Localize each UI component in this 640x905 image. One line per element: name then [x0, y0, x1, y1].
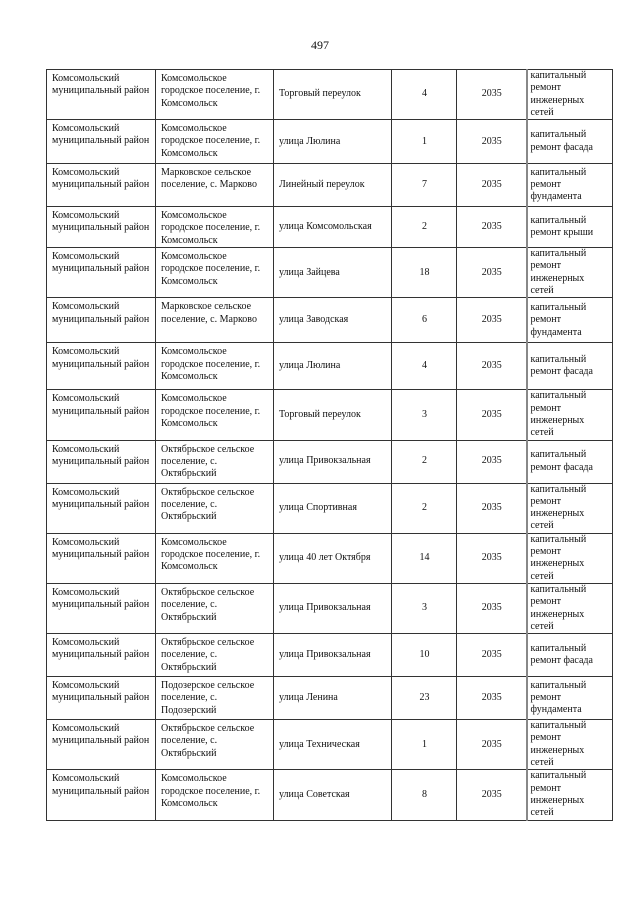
street-cell: Торговый переулок: [274, 390, 392, 440]
work-type-cell: капитальный ремонт инженерных сетей: [527, 583, 613, 633]
settlement-cell: Подозерское сельское поселение, с. Подозерский: [156, 677, 274, 720]
settlement-cell: Октябрьское сельское поселение, с. Октябрьский: [156, 583, 274, 633]
table-row: [47, 440, 613, 483]
district-cell: Комсомольский муниципальный район: [47, 390, 156, 440]
district-cell: Комсомольский муниципальный район: [47, 248, 156, 298]
work-type-cell: капитальный ремонт фасада: [527, 343, 613, 390]
year-cell: 2035: [457, 390, 527, 440]
house-number-cell: 2: [392, 483, 457, 533]
table-row: [47, 634, 613, 677]
street-cell: улица Привокзальная: [274, 440, 392, 483]
settlement-cell: Марковское сельское поселение, с. Марково: [156, 164, 274, 207]
table-row: [47, 70, 613, 120]
settlement-cell: Октябрьское сельское поселение, с. Октябрьский: [156, 634, 274, 677]
street-cell: улица Комсомольская: [274, 207, 392, 248]
street-cell: улица Спортивная: [274, 483, 392, 533]
district-cell: Комсомольский муниципальный район: [47, 634, 156, 677]
house-number-cell: 2: [392, 440, 457, 483]
settlement-cell: Комсомольское городское поселение, г. Комсомольск: [156, 533, 274, 583]
year-cell: 2035: [457, 70, 527, 120]
work-type-cell: капитальный ремонт инженерных сетей: [527, 248, 613, 298]
house-number-cell: 4: [392, 343, 457, 390]
table-row: [47, 248, 613, 298]
settlement-cell: Октябрьское сельское поселение, с. Октябрьский: [156, 440, 274, 483]
table-row: [47, 390, 613, 440]
year-cell: 2035: [457, 120, 527, 164]
work-type-cell: капитальный ремонт фасада: [527, 120, 613, 164]
settlement-cell: Комсомольское городское поселение, г. Комсомольск: [156, 70, 274, 120]
house-number-cell: 1: [392, 720, 457, 770]
settlement-cell: Октябрьское сельское поселение, с. Октябрьский: [156, 483, 274, 533]
year-cell: 2035: [457, 164, 527, 207]
house-number-cell: 6: [392, 298, 457, 343]
year-cell: 2035: [457, 440, 527, 483]
table-row: [47, 120, 613, 164]
district-cell: Комсомольский муниципальный район: [47, 298, 156, 343]
work-type-cell: капитальный ремонт инженерных сетей: [527, 390, 613, 440]
year-cell: 2035: [457, 343, 527, 390]
settlement-cell: Комсомольское городское поселение, г. Комсомольск: [156, 120, 274, 164]
settlement-cell: Комсомольское городское поселение, г. Комсомольск: [156, 343, 274, 390]
year-cell: 2035: [457, 248, 527, 298]
year-cell: 2035: [457, 634, 527, 677]
street-cell: улица Заводская: [274, 298, 392, 343]
work-type-cell: капитальный ремонт инженерных сетей: [527, 533, 613, 583]
year-cell: 2035: [457, 583, 527, 633]
house-number-cell: 8: [392, 770, 457, 820]
settlement-cell: Комсомольское городское поселение, г. Комсомольск: [156, 248, 274, 298]
settlement-cell: Комсомольское городское поселение, г. Комсомольск: [156, 207, 274, 248]
work-type-cell: капитальный ремонт фасада: [527, 634, 613, 677]
table-row: [47, 533, 613, 583]
street-cell: улица Люлина: [274, 120, 392, 164]
street-cell: улица 40 лет Октября: [274, 533, 392, 583]
table-row: [47, 164, 613, 207]
district-cell: Комсомольский муниципальный район: [47, 720, 156, 770]
district-cell: Комсомольский муниципальный район: [47, 533, 156, 583]
work-type-cell: капитальный ремонт инженерных сетей: [527, 70, 613, 120]
page-number: 497: [311, 38, 329, 52]
house-number-cell: 23: [392, 677, 457, 720]
house-number-cell: 1: [392, 120, 457, 164]
house-number-cell: 2: [392, 207, 457, 248]
year-cell: 2035: [457, 677, 527, 720]
settlement-cell: Марковское сельское поселение, с. Марково: [156, 298, 274, 343]
district-cell: Комсомольский муниципальный район: [47, 483, 156, 533]
house-number-cell: 14: [392, 533, 457, 583]
year-cell: 2035: [457, 720, 527, 770]
district-cell: Комсомольский муниципальный район: [47, 343, 156, 390]
house-number-cell: 3: [392, 583, 457, 633]
year-cell: 2035: [457, 770, 527, 820]
settlement-cell: Октябрьское сельское поселение, с. Октябрьский: [156, 720, 274, 770]
street-cell: улица Привокзальная: [274, 634, 392, 677]
year-cell: 2035: [457, 533, 527, 583]
district-cell: Комсомольский муниципальный район: [47, 207, 156, 248]
year-cell: 2035: [457, 298, 527, 343]
work-type-cell: капитальный ремонт инженерных сетей: [527, 483, 613, 533]
table-row: [47, 207, 613, 248]
house-number-cell: 4: [392, 70, 457, 120]
district-cell: Комсомольский муниципальный район: [47, 677, 156, 720]
settlement-cell: Комсомольское городское поселение, г. Комсомольск: [156, 390, 274, 440]
work-type-cell: капитальный ремонт инженерных сетей: [527, 720, 613, 770]
table-row: [47, 483, 613, 533]
street-cell: улица Ленина: [274, 677, 392, 720]
street-cell: Линейный переулок: [274, 164, 392, 207]
year-cell: 2035: [457, 207, 527, 248]
street-cell: улица Советская: [274, 770, 392, 820]
repair-schedule-table: [46, 69, 613, 821]
table-row: [47, 720, 613, 770]
year-cell: 2035: [457, 483, 527, 533]
work-type-cell: капитальный ремонт фундамента: [527, 164, 613, 207]
work-type-cell: капитальный ремонт инженерных сетей: [527, 770, 613, 820]
street-cell: улица Люлина: [274, 343, 392, 390]
table-row: [47, 677, 613, 720]
street-cell: улица Привокзальная: [274, 583, 392, 633]
work-type-cell: капитальный ремонт фундамента: [527, 298, 613, 343]
table-row: [47, 770, 613, 820]
settlement-cell: Комсомольское городское поселение, г. Комсомольск: [156, 770, 274, 820]
work-type-cell: капитальный ремонт фасада: [527, 440, 613, 483]
street-cell: улица Техническая: [274, 720, 392, 770]
street-cell: улица Зайцева: [274, 248, 392, 298]
work-type-cell: капитальный ремонт крыши: [527, 207, 613, 248]
district-cell: Комсомольский муниципальный район: [47, 164, 156, 207]
house-number-cell: 10: [392, 634, 457, 677]
house-number-cell: 3: [392, 390, 457, 440]
district-cell: Комсомольский муниципальный район: [47, 583, 156, 633]
district-cell: Комсомольский муниципальный район: [47, 770, 156, 820]
street-cell: Торговый переулок: [274, 70, 392, 120]
house-number-cell: 18: [392, 248, 457, 298]
table-row: [47, 298, 613, 343]
district-cell: Комсомольский муниципальный район: [47, 70, 156, 120]
table-row: [47, 583, 613, 633]
table-row: [47, 343, 613, 390]
district-cell: Комсомольский муниципальный район: [47, 120, 156, 164]
work-type-cell: капитальный ремонт фундамента: [527, 677, 613, 720]
house-number-cell: 7: [392, 164, 457, 207]
district-cell: Комсомольский муниципальный район: [47, 440, 156, 483]
